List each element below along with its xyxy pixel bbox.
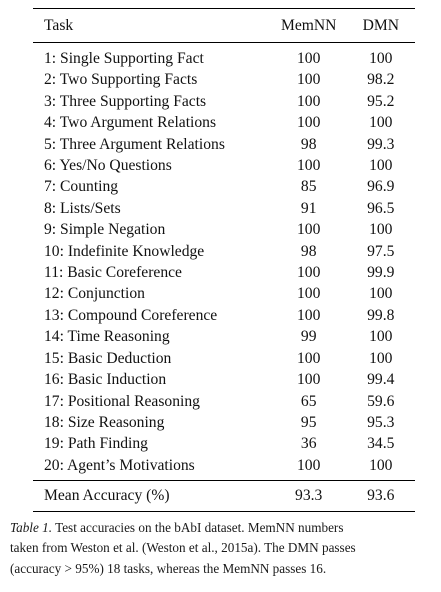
row-memnn-cell: 36 bbox=[300, 435, 317, 453]
row-memnn-cell: 100 bbox=[297, 306, 321, 324]
row-task-cell: 18: Size Reasoning bbox=[44, 413, 165, 431]
row-memnn-cell: 100 bbox=[297, 92, 321, 110]
row-dmn-cell: 98.2 bbox=[367, 71, 395, 89]
row-dmn-cell: 100 bbox=[369, 328, 393, 346]
row-dmn-cell: 99.8 bbox=[367, 306, 395, 324]
row-dmn-cell: 96.5 bbox=[367, 199, 395, 217]
row-memnn-cell: 98 bbox=[300, 135, 317, 153]
babi-results-table bbox=[33, 8, 415, 512]
row-task-cell: 3: Three Supporting Facts bbox=[44, 92, 207, 110]
table-row bbox=[33, 219, 415, 240]
row-task-cell: 2: Two Supporting Facts bbox=[44, 71, 198, 89]
caption-line-2: taken from Weston et al. (Weston et al., 2015a). The DMN passes bbox=[10, 540, 356, 556]
row-dmn-cell: 100 bbox=[369, 221, 393, 239]
row-memnn-cell: 100 bbox=[297, 349, 321, 367]
table-caption bbox=[10, 518, 435, 579]
row-memnn-cell: 85 bbox=[300, 178, 317, 196]
row-dmn-cell: 99.4 bbox=[367, 371, 395, 389]
row-memnn-cell: 100 bbox=[297, 114, 321, 132]
mean-accuracy-label: Mean Accuracy (%) bbox=[44, 487, 170, 505]
mean-accuracy-row bbox=[33, 481, 415, 512]
row-task-cell: 9: Simple Negation bbox=[44, 221, 166, 239]
row-memnn-cell: 100 bbox=[297, 456, 321, 474]
table-row bbox=[33, 155, 415, 176]
row-memnn-cell: 100 bbox=[297, 71, 321, 89]
table-row bbox=[33, 305, 415, 326]
row-dmn-cell: 100 bbox=[369, 349, 393, 367]
row-memnn-cell: 100 bbox=[297, 371, 321, 389]
row-task-cell: 11: Basic Coreference bbox=[44, 264, 182, 282]
caption-label: Table 1. bbox=[10, 520, 53, 535]
row-task-cell: 16: Basic Induction bbox=[44, 371, 167, 389]
row-dmn-cell: 100 bbox=[369, 50, 393, 67]
row-memnn-cell: 100 bbox=[297, 264, 321, 282]
row-task-cell: 12: Conjunction bbox=[44, 285, 145, 303]
row-task-cell: 8: Lists/Sets bbox=[44, 199, 121, 217]
row-task-cell: 7: Counting bbox=[44, 178, 119, 196]
row-dmn-cell: 95.3 bbox=[367, 413, 395, 431]
row-memnn-cell: 100 bbox=[297, 285, 321, 303]
table-row bbox=[33, 326, 415, 347]
row-memnn-cell: 99 bbox=[300, 328, 317, 346]
table-row bbox=[33, 112, 415, 133]
table-row bbox=[33, 241, 415, 262]
table-row bbox=[33, 262, 415, 283]
table-row bbox=[33, 412, 415, 433]
table-row bbox=[33, 283, 415, 304]
table-body bbox=[33, 43, 415, 481]
caption-line-1 bbox=[10, 518, 435, 538]
caption-text-1: Test accuracies on the bAbI dataset. MemNN numbers bbox=[52, 520, 344, 535]
results-table-container bbox=[33, 8, 415, 512]
row-task-cell: 17: Positional Reasoning bbox=[44, 392, 200, 410]
row-memnn-cell: 100 bbox=[297, 157, 321, 175]
row-memnn-cell: 100 bbox=[297, 50, 321, 67]
row-task-cell: 10: Indefinite Knowledge bbox=[44, 242, 205, 260]
table-row bbox=[33, 176, 415, 197]
row-memnn-cell: 65 bbox=[300, 392, 317, 410]
table-row bbox=[33, 134, 415, 155]
table-row bbox=[33, 433, 415, 454]
row-memnn-cell: 91 bbox=[300, 199, 317, 217]
row-task-cell: 6: Yes/No Questions bbox=[44, 157, 172, 175]
table-header bbox=[33, 9, 415, 43]
row-dmn-cell: 95.2 bbox=[367, 92, 395, 110]
row-task-cell: 13: Compound Coreference bbox=[44, 306, 218, 324]
mean-accuracy-memnn: 93.3 bbox=[295, 487, 323, 505]
table-row bbox=[33, 369, 415, 390]
header-row bbox=[33, 9, 415, 43]
row-dmn-cell: 59.6 bbox=[367, 392, 395, 410]
table-row bbox=[33, 455, 415, 481]
row-dmn-cell: 96.9 bbox=[367, 178, 395, 196]
row-dmn-cell: 99.3 bbox=[367, 135, 395, 153]
table-footer bbox=[33, 481, 415, 512]
table-row bbox=[33, 348, 415, 369]
row-task-cell: 20: Agent’s Motivations bbox=[44, 456, 195, 474]
caption-line-3: (accuracy > 95%) 18 tasks, whereas the MemNN passes 16. bbox=[10, 560, 327, 576]
row-task-cell: 4: Two Argument Relations bbox=[44, 114, 217, 132]
row-memnn-cell: 95 bbox=[300, 413, 317, 431]
header-memnn: MemNN bbox=[280, 16, 337, 34]
row-dmn-cell: 100 bbox=[369, 285, 393, 303]
table-row bbox=[33, 69, 415, 90]
row-task-cell: 14: Time Reasoning bbox=[44, 328, 170, 346]
row-dmn-cell: 100 bbox=[369, 157, 393, 175]
row-dmn-cell: 100 bbox=[369, 456, 393, 474]
header-dmn: DMN bbox=[362, 16, 399, 34]
row-task-cell: 1: Single Supporting Fact bbox=[44, 50, 204, 67]
table-row bbox=[33, 91, 415, 112]
row-memnn-cell: 98 bbox=[300, 242, 317, 260]
row-memnn-cell: 100 bbox=[297, 221, 321, 239]
header-task: Task bbox=[44, 16, 74, 34]
table-row bbox=[33, 391, 415, 412]
table-row bbox=[33, 198, 415, 219]
table-row bbox=[33, 43, 415, 70]
row-dmn-cell: 34.5 bbox=[367, 435, 395, 453]
row-dmn-cell: 99.9 bbox=[367, 264, 395, 282]
row-dmn-cell: 100 bbox=[369, 114, 393, 132]
row-task-cell: 5: Three Argument Relations bbox=[44, 135, 225, 153]
row-dmn-cell: 97.5 bbox=[367, 242, 395, 260]
row-task-cell: 15: Basic Deduction bbox=[44, 349, 172, 367]
mean-accuracy-dmn: 93.6 bbox=[367, 487, 395, 505]
row-task-cell: 19: Path Finding bbox=[44, 435, 148, 453]
